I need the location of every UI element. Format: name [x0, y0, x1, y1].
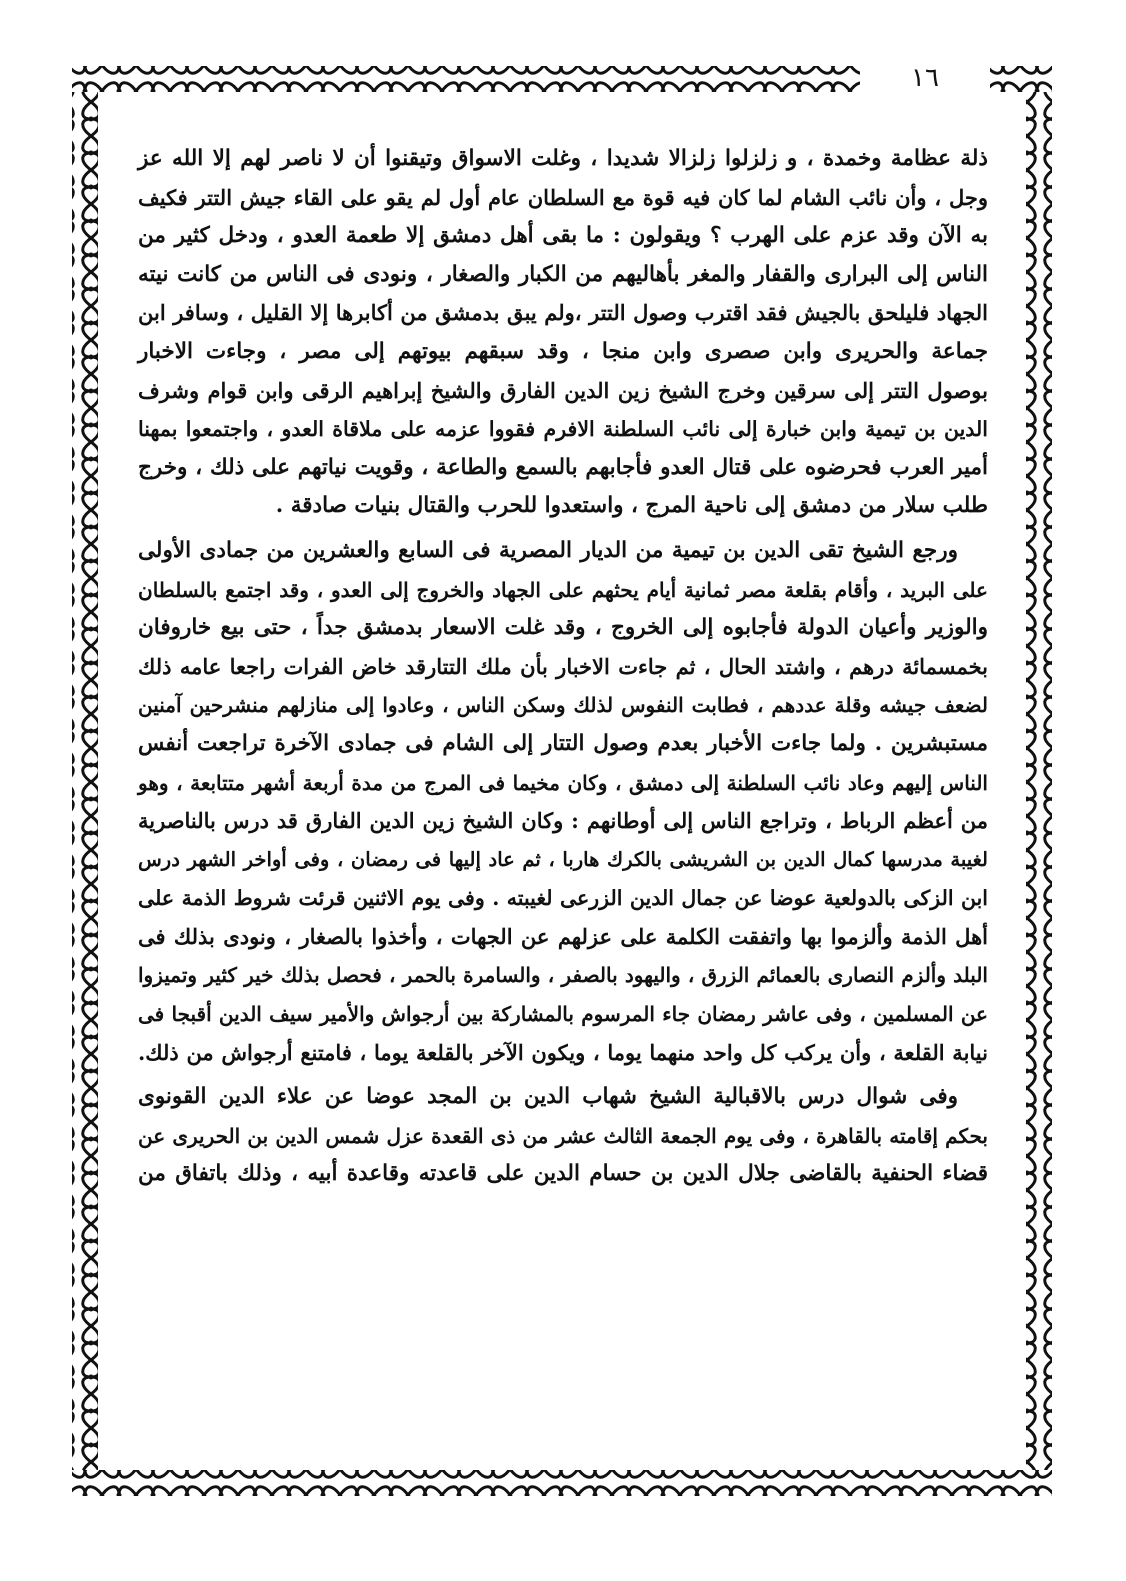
text-line: الناس إلى البرارى والقفار والمغر بأهاليهم من الكبار والصغار ، ونودى فى الناس من كانت نيته: [138, 261, 988, 287]
body-text: [138, 140, 988, 1480]
text-line: ذلة عظامة وخمدة ، و زلزلوا زلزالا شديدا ، وغلت الاسواق وتيقنوا أن لا ناصر لهم إلا الله عز: [138, 146, 988, 171]
text-line: قضاء الحنفية بالقاضى جلال الدين بن حسام الدين على قاعدته وقاعدة أبيه ، وذلك باتفاق من: [138, 1161, 988, 1187]
text-line: أهل الذمة وألزموا بها واتفقت الكلمة على عزلهم عن الجهات ، وأخذوا بالصغار ، ونودى بذلك فى: [138, 923, 988, 949]
text-line: عن المسلمين ، وفى عاشر رمضان جاء المرسوم بالمشاركة بين أرجواش والأمير سيف الدين أقبجا فى: [138, 1002, 988, 1027]
border-left: [72, 92, 98, 1470]
text-line: والوزير وأعيان الدولة فأجابوه إلى الخروج ، وقد غلت الاسعار بدمشق جداً ، حتى بيع خاروفان: [138, 615, 988, 641]
text-line: بوصول التتر إلى سرقين وخرج الشيخ زين الدين الفارق والشيخ إبراهيم الرقى وابن قوام وشرف: [138, 377, 988, 403]
text-line: من أعظم الرباط ، وتراجع الناس إلى أوطانهم : وكان الشيخ زين الدين الفارق قد درس بالناصرية: [138, 808, 988, 834]
text-line: الدين بن تيمية وابن خبارة إلى نائب السلطنة الافرم فقووا عزمه على ملاقاة العدو ، واجتمعوا بمهنا: [138, 417, 988, 442]
text-line: لغيبة مدرسها كمال الدين بن الشريشى بالكرك هاربا ، ثم عاد إليها فى رمضان ، وفى أواخر الشهر درس: [138, 847, 988, 871]
paragraph-2: [138, 532, 988, 1072]
text-line: به الآن وقد عزم على الهرب ؟ ويقولون : ما بقى أهل دمشق إلا طعمة العدو ، ودخل كثير من: [138, 223, 988, 249]
text-line: لضعف جيشه وقلة عددهم ، فطابت النفوس لذلك وسكن الناس ، وعادوا إلى منازلهم منشرحين آمنين: [138, 693, 988, 718]
text-line: أمير العرب فحرضوه على قتال العدو فأجابهم بالسمع والطاعة ، وقويت نياتهم على ذلك ، وخرج: [138, 454, 988, 480]
border-right: [1026, 92, 1052, 1470]
text-line: مستبشرين . ولما جاءت الأخبار بعدم وصول التتار إلى الشام فى جمادى الآخرة تراجعت أنفس: [138, 730, 988, 756]
text-line: وفى شوال درس بالاقبالية الشيخ شهاب الدين بن المجد عوضا عن علاء الدين القونوى: [138, 1084, 958, 1110]
text-line: الجهاد فليلحق بالجيش فقد اقترب وصول التتر ،ولم يبق بدمشق من أكابرها إلا القليل ، وسافر ابن: [138, 300, 988, 326]
text-line: بحكم إقامته بالقاهرة ، وفى يوم الجمعة الثالث عشر من ذى القعدة عزل شمس الدين بن الحريرى عن: [138, 1123, 988, 1148]
text-line: وجل ، وأن نائب الشام لما كان فيه قوة مع السلطان عام أول لم يقو على القاء جيش التتر فكيف: [138, 184, 988, 210]
text-line: الناس إليهم وعاد نائب السلطنة إلى دمشق ، وكان مخيما فى المرج من مدة أربعة أشهر متتابعة ، وهو: [138, 770, 988, 795]
page-number: ١٦: [860, 58, 990, 98]
text-line: ابن الزكى بالدولعية عوضا عن جمال الدين الزرعى لغيبته . وفى يوم الاثنين قرئت شروط الذمة على: [138, 886, 988, 911]
text-line: ورجع الشيخ تقى الدين بن تيمية من الديار المصرية فى السابع والعشرين من جمادى الأولى: [138, 537, 958, 563]
text-line: بخمسمائة درهم ، واشتد الحال ، ثم جاءت الاخبار بأن ملك التتارقد خاض الفرات راجعا عامه ذلك: [138, 653, 988, 679]
paragraph-3: [138, 1078, 988, 1194]
paragraph-1: [138, 140, 988, 526]
text-line: البلد وألزم النصارى بالعمائم الزرق ، واليهود بالصفر ، والسامرة بالحمر ، فحصل بذلك خير كثير وتميزوا: [138, 963, 988, 988]
text-line: على البريد ، وأقام بقلعة مصر ثمانية أيام يحثهم على الجهاد والخروج إلى العدو ، وقد اجتمع بالسلطان: [138, 577, 988, 602]
text-line: نيابة القلعة ، وأن يركب كل واحد منهما يوما ، ويكون الآخر بالقلعة يوما ، فامتنع أرجواش من ذلك.: [138, 1039, 988, 1065]
text-line: طلب سلار من دمشق إلى ناحية المرج ، واستعدوا للحرب والقتال بنيات صادقة .: [275, 493, 988, 519]
text-line: جماعة والحريرى وابن صصرى وابن منجا ، وقد سبقهم بيوتهم إلى مصر ، وجاءت الاخبار: [138, 338, 988, 364]
